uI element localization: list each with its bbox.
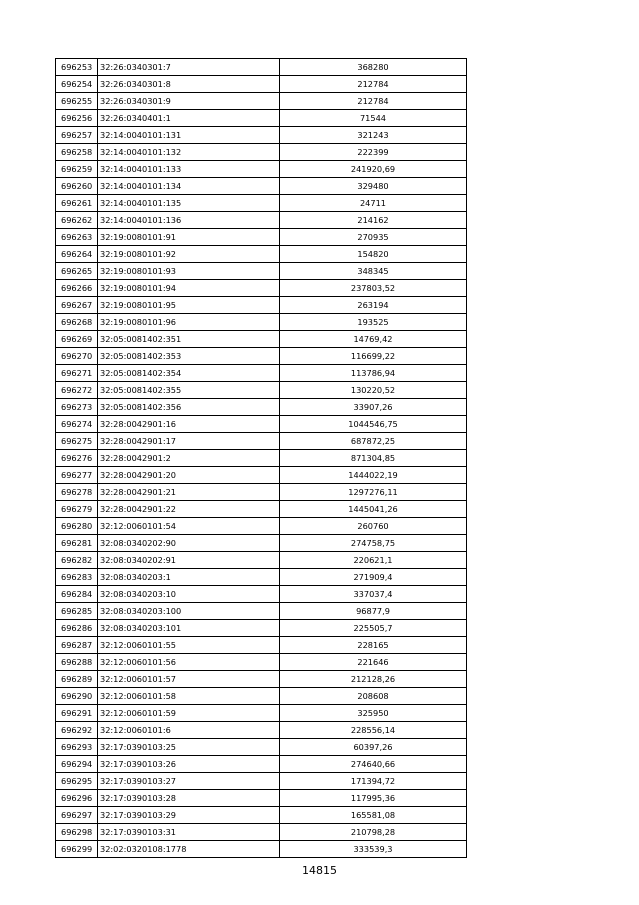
cadastral-number-cell: 32:17:0390103:26 bbox=[98, 756, 280, 773]
cadastral-number-cell: 32:05:0081402:353 bbox=[98, 348, 280, 365]
value-cell: 221646 bbox=[280, 654, 467, 671]
row-id-cell: 696270 bbox=[56, 348, 98, 365]
cadastral-number-cell: 32:26:0340301:8 bbox=[98, 76, 280, 93]
table-row bbox=[56, 365, 467, 382]
row-id-cell: 696256 bbox=[56, 110, 98, 127]
value-cell: 871304,85 bbox=[280, 450, 467, 467]
value-cell: 225505,7 bbox=[280, 620, 467, 637]
table-row bbox=[56, 824, 467, 841]
cadastral-number-cell: 32:26:0340401:1 bbox=[98, 110, 280, 127]
table-row bbox=[56, 59, 467, 76]
table-row bbox=[56, 450, 467, 467]
value-cell: 271909,4 bbox=[280, 569, 467, 586]
cadastral-number-cell: 32:28:0042901:21 bbox=[98, 484, 280, 501]
row-id-cell: 696260 bbox=[56, 178, 98, 195]
table-row bbox=[56, 297, 467, 314]
table-row bbox=[56, 722, 467, 739]
cadastral-number-cell: 32:05:0081402:356 bbox=[98, 399, 280, 416]
row-id-cell: 696255 bbox=[56, 93, 98, 110]
value-cell: 228165 bbox=[280, 637, 467, 654]
value-cell: 212784 bbox=[280, 93, 467, 110]
value-cell: 222399 bbox=[280, 144, 467, 161]
row-id-cell: 696258 bbox=[56, 144, 98, 161]
row-id-cell: 696293 bbox=[56, 739, 98, 756]
table-row bbox=[56, 195, 467, 212]
row-id-cell: 696276 bbox=[56, 450, 98, 467]
row-id-cell: 696298 bbox=[56, 824, 98, 841]
row-id-cell: 696291 bbox=[56, 705, 98, 722]
table-row bbox=[56, 161, 467, 178]
value-cell: 220621,1 bbox=[280, 552, 467, 569]
row-id-cell: 696292 bbox=[56, 722, 98, 739]
row-id-cell: 696271 bbox=[56, 365, 98, 382]
value-cell: 171394,72 bbox=[280, 773, 467, 790]
value-cell: 260760 bbox=[280, 518, 467, 535]
row-id-cell: 696266 bbox=[56, 280, 98, 297]
row-id-cell: 696269 bbox=[56, 331, 98, 348]
value-cell: 130220,52 bbox=[280, 382, 467, 399]
table-row bbox=[56, 756, 467, 773]
cadastral-number-cell: 32:19:0080101:92 bbox=[98, 246, 280, 263]
row-id-cell: 696280 bbox=[56, 518, 98, 535]
row-id-cell: 696287 bbox=[56, 637, 98, 654]
row-id-cell: 696265 bbox=[56, 263, 98, 280]
value-cell: 237803,52 bbox=[280, 280, 467, 297]
table-row bbox=[56, 841, 467, 858]
cadastral-number-cell: 32:28:0042901:20 bbox=[98, 467, 280, 484]
row-id-cell: 696286 bbox=[56, 620, 98, 637]
table-row bbox=[56, 518, 467, 535]
row-id-cell: 696261 bbox=[56, 195, 98, 212]
value-cell: 1445041,26 bbox=[280, 501, 467, 518]
table-row bbox=[56, 433, 467, 450]
table-row bbox=[56, 807, 467, 824]
table-row bbox=[56, 586, 467, 603]
row-id-cell: 696290 bbox=[56, 688, 98, 705]
table-row bbox=[56, 331, 467, 348]
table-row bbox=[56, 314, 467, 331]
cadastral-number-cell: 32:14:0040101:133 bbox=[98, 161, 280, 178]
row-id-cell: 696257 bbox=[56, 127, 98, 144]
table-row bbox=[56, 569, 467, 586]
value-cell: 337037,4 bbox=[280, 586, 467, 603]
value-cell: 96877,9 bbox=[280, 603, 467, 620]
cadastral-number-cell: 32:17:0390103:29 bbox=[98, 807, 280, 824]
cadastral-number-cell: 32:12:0060101:58 bbox=[98, 688, 280, 705]
row-id-cell: 696279 bbox=[56, 501, 98, 518]
row-id-cell: 696285 bbox=[56, 603, 98, 620]
cadastral-number-cell: 32:02:0320108:1778 bbox=[98, 841, 280, 858]
value-cell: 1297276,11 bbox=[280, 484, 467, 501]
value-cell: 325950 bbox=[280, 705, 467, 722]
value-cell: 14769,42 bbox=[280, 331, 467, 348]
cadastral-number-cell: 32:28:0042901:17 bbox=[98, 433, 280, 450]
value-cell: 270935 bbox=[280, 229, 467, 246]
cadastral-number-cell: 32:12:0060101:6 bbox=[98, 722, 280, 739]
table-row bbox=[56, 416, 467, 433]
cadastral-number-cell: 32:19:0080101:91 bbox=[98, 229, 280, 246]
row-id-cell: 696259 bbox=[56, 161, 98, 178]
value-cell: 321243 bbox=[280, 127, 467, 144]
row-id-cell: 696274 bbox=[56, 416, 98, 433]
row-id-cell: 696288 bbox=[56, 654, 98, 671]
table-row bbox=[56, 178, 467, 195]
row-id-cell: 696253 bbox=[56, 59, 98, 76]
cadastral-number-cell: 32:12:0060101:57 bbox=[98, 671, 280, 688]
table-row bbox=[56, 212, 467, 229]
table-row bbox=[56, 382, 467, 399]
value-cell: 263194 bbox=[280, 297, 467, 314]
cadastral-number-cell: 32:12:0060101:56 bbox=[98, 654, 280, 671]
value-cell: 212784 bbox=[280, 76, 467, 93]
cadastral-number-cell: 32:12:0060101:59 bbox=[98, 705, 280, 722]
value-cell: 228556,14 bbox=[280, 722, 467, 739]
table-row bbox=[56, 552, 467, 569]
table-row bbox=[56, 790, 467, 807]
cadastral-number-cell: 32:08:0340203:1 bbox=[98, 569, 280, 586]
cadastral-number-cell: 32:26:0340301:9 bbox=[98, 93, 280, 110]
row-id-cell: 696254 bbox=[56, 76, 98, 93]
value-cell: 60397,26 bbox=[280, 739, 467, 756]
cadastral-number-cell: 32:14:0040101:134 bbox=[98, 178, 280, 195]
cadastral-number-cell: 32:08:0340202:90 bbox=[98, 535, 280, 552]
cadastral-number-cell: 32:19:0080101:93 bbox=[98, 263, 280, 280]
table-row bbox=[56, 76, 467, 93]
cadastral-value-table bbox=[55, 58, 467, 858]
row-id-cell: 696296 bbox=[56, 790, 98, 807]
cadastral-number-cell: 32:28:0042901:16 bbox=[98, 416, 280, 433]
value-cell: 368280 bbox=[280, 59, 467, 76]
table-row bbox=[56, 280, 467, 297]
cadastral-number-cell: 32:05:0081402:351 bbox=[98, 331, 280, 348]
cadastral-number-cell: 32:17:0390103:25 bbox=[98, 739, 280, 756]
table-row bbox=[56, 144, 467, 161]
value-cell: 214162 bbox=[280, 212, 467, 229]
cadastral-number-cell: 32:08:0340203:100 bbox=[98, 603, 280, 620]
row-id-cell: 696294 bbox=[56, 756, 98, 773]
table-row bbox=[56, 229, 467, 246]
value-cell: 113786,94 bbox=[280, 365, 467, 382]
table-row bbox=[56, 603, 467, 620]
row-id-cell: 696284 bbox=[56, 586, 98, 603]
cadastral-number-cell: 32:17:0390103:27 bbox=[98, 773, 280, 790]
value-cell: 165581,08 bbox=[280, 807, 467, 824]
table-row bbox=[56, 110, 467, 127]
cadastral-number-cell: 32:12:0060101:55 bbox=[98, 637, 280, 654]
value-cell: 208608 bbox=[280, 688, 467, 705]
table-body bbox=[56, 59, 467, 858]
value-cell: 212128,26 bbox=[280, 671, 467, 688]
row-id-cell: 696297 bbox=[56, 807, 98, 824]
table-row bbox=[56, 535, 467, 552]
row-id-cell: 696299 bbox=[56, 841, 98, 858]
value-cell: 33907,26 bbox=[280, 399, 467, 416]
value-cell: 274758,75 bbox=[280, 535, 467, 552]
table-row bbox=[56, 93, 467, 110]
value-cell: 71544 bbox=[280, 110, 467, 127]
row-id-cell: 696263 bbox=[56, 229, 98, 246]
cadastral-number-cell: 32:17:0390103:31 bbox=[98, 824, 280, 841]
row-id-cell: 696278 bbox=[56, 484, 98, 501]
value-cell: 24711 bbox=[280, 195, 467, 212]
table-row bbox=[56, 637, 467, 654]
table-row bbox=[56, 467, 467, 484]
cadastral-number-cell: 32:28:0042901:2 bbox=[98, 450, 280, 467]
table-row bbox=[56, 654, 467, 671]
table-row bbox=[56, 620, 467, 637]
cadastral-number-cell: 32:08:0340202:91 bbox=[98, 552, 280, 569]
value-cell: 1044546,75 bbox=[280, 416, 467, 433]
value-cell: 333539,3 bbox=[280, 841, 467, 858]
table-row bbox=[56, 705, 467, 722]
table-row bbox=[56, 127, 467, 144]
row-id-cell: 696262 bbox=[56, 212, 98, 229]
page-number: 14815 bbox=[302, 864, 337, 877]
table-row bbox=[56, 246, 467, 263]
value-cell: 348345 bbox=[280, 263, 467, 280]
value-cell: 687872,25 bbox=[280, 433, 467, 450]
row-id-cell: 696272 bbox=[56, 382, 98, 399]
table-row bbox=[56, 263, 467, 280]
value-cell: 116699,22 bbox=[280, 348, 467, 365]
row-id-cell: 696267 bbox=[56, 297, 98, 314]
row-id-cell: 696264 bbox=[56, 246, 98, 263]
cadastral-number-cell: 32:14:0040101:131 bbox=[98, 127, 280, 144]
row-id-cell: 696277 bbox=[56, 467, 98, 484]
cadastral-number-cell: 32:08:0340203:101 bbox=[98, 620, 280, 637]
cadastral-number-cell: 32:19:0080101:94 bbox=[98, 280, 280, 297]
cadastral-number-cell: 32:14:0040101:132 bbox=[98, 144, 280, 161]
value-cell: 1444022,19 bbox=[280, 467, 467, 484]
table-row bbox=[56, 501, 467, 518]
value-cell: 193525 bbox=[280, 314, 467, 331]
table-row bbox=[56, 739, 467, 756]
value-cell: 274640,66 bbox=[280, 756, 467, 773]
cadastral-number-cell: 32:19:0080101:95 bbox=[98, 297, 280, 314]
row-id-cell: 696282 bbox=[56, 552, 98, 569]
row-id-cell: 696268 bbox=[56, 314, 98, 331]
table-row bbox=[56, 773, 467, 790]
table-row bbox=[56, 671, 467, 688]
table-row bbox=[56, 348, 467, 365]
row-id-cell: 696273 bbox=[56, 399, 98, 416]
row-id-cell: 696275 bbox=[56, 433, 98, 450]
cadastral-number-cell: 32:05:0081402:355 bbox=[98, 382, 280, 399]
cadastral-number-cell: 32:08:0340203:10 bbox=[98, 586, 280, 603]
cadastral-number-cell: 32:19:0080101:96 bbox=[98, 314, 280, 331]
cadastral-number-cell: 32:14:0040101:135 bbox=[98, 195, 280, 212]
value-cell: 210798,28 bbox=[280, 824, 467, 841]
row-id-cell: 696289 bbox=[56, 671, 98, 688]
table-row bbox=[56, 688, 467, 705]
cadastral-number-cell: 32:17:0390103:28 bbox=[98, 790, 280, 807]
cadastral-number-cell: 32:05:0081402:354 bbox=[98, 365, 280, 382]
value-cell: 117995,36 bbox=[280, 790, 467, 807]
cadastral-number-cell: 32:26:0340301:7 bbox=[98, 59, 280, 76]
value-cell: 241920,69 bbox=[280, 161, 467, 178]
cadastral-number-cell: 32:28:0042901:22 bbox=[98, 501, 280, 518]
row-id-cell: 696281 bbox=[56, 535, 98, 552]
cadastral-number-cell: 32:14:0040101:136 bbox=[98, 212, 280, 229]
row-id-cell: 696295 bbox=[56, 773, 98, 790]
cadastral-number-cell: 32:12:0060101:54 bbox=[98, 518, 280, 535]
row-id-cell: 696283 bbox=[56, 569, 98, 586]
value-cell: 154820 bbox=[280, 246, 467, 263]
value-cell: 329480 bbox=[280, 178, 467, 195]
table-row bbox=[56, 399, 467, 416]
table-row bbox=[56, 484, 467, 501]
